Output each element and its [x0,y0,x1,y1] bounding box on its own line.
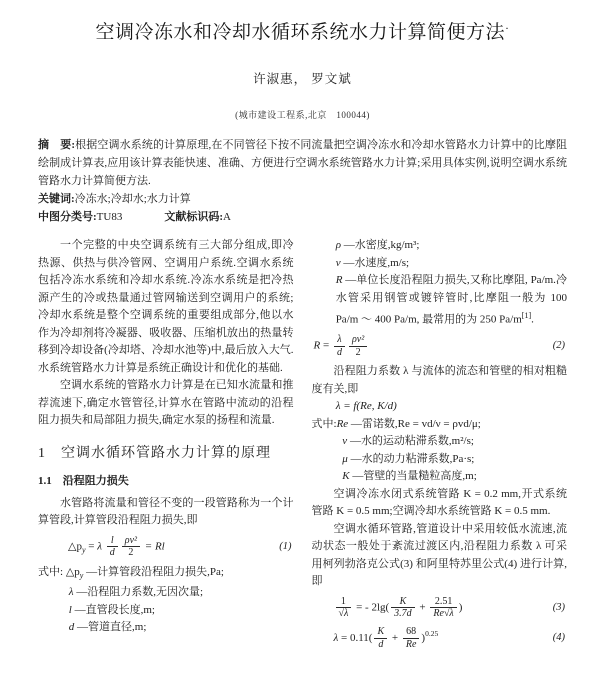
symbol-desc: —管道直径,m; [74,621,147,634]
classification-line [38,208,567,226]
symbol-definition [342,451,567,469]
symbol-definition [336,255,567,273]
symbol: ρ [335,239,341,251]
formula-exponent: 0.25 [425,628,439,638]
symbol: λ [68,586,74,599]
formula-operator: = [85,540,98,553]
symbol-subscript: y [79,570,84,580]
equation-1 [38,535,294,559]
where-label: 式中: [38,565,66,578]
intro-paragraph-1: 一个完整的中央空调系统有三大部分组成,即冷热源、供热与供冷管网、空调用户系统.空调水系统包括冷冻水系统和冷却水系统.冷冻水系统是把冷热源产生的冷或热量通过管网输送到空调用户的系统;冷却水系统是整个空调系统的重要组成部分,他以水作为冷却剂将冷凝器、吸收器、压缩机放出的热量转移到冷却设备(冷却塔、冷却水池等)中,最后放入大气.水系统管路水力计算是系统正确设计和优化的基础. [38,239,294,374]
fraction-numerator: 1 [336,596,352,609]
symbol: R [335,274,343,286]
symbol-desc: —水速度,m/s; [340,256,410,269]
fraction-numerator: 2.51 [430,596,456,609]
section-1-heading: 1 空调水循环管路水力计算的原理 [38,445,271,461]
equation-1-body [38,535,165,559]
symbol: μ [342,452,348,465]
fraction [374,626,387,650]
formula-term: λ [333,631,339,644]
formula-operator: + [389,631,401,644]
formula-term: λ [97,540,105,553]
equation-number: (1) [279,540,292,552]
fraction-numerator: K [374,626,387,639]
symbol: Re [336,417,349,430]
affiliation: (城市建设工程系,北京 100044) [235,110,370,120]
lambda-paragraph: 沿程阻力系数 λ 与流体的流态和管壁的相对粗糙度有关,即 [311,365,567,395]
formula-subscript: y [81,545,86,555]
symbol-desc: —直管段长度,m; [71,603,155,616]
equation-2 [312,334,568,358]
symbol-definition [342,433,567,451]
roughness-values-paragraph: 空调冷冻水闭式系统管路 K = 0.2 mm,开式系统管路 K = 0.5 mm;空调冷却水系统管路 K = 0.5 mm. [311,487,567,518]
symbol-desc: —水密度,kg/m³; [340,239,420,251]
section-1-1-heading: 1.1 沿程阻力损失 [38,475,129,487]
clc-value: TU83 [96,211,123,223]
section-1-1-paragraph: 水管路将流量和管径不变的一段管路称为一个计算管段,计算管段沿程阻力损失,即 [38,496,294,526]
symbol: △p [65,565,80,578]
symbol-desc: —管壁的当量糙粒高度,m; [349,470,477,483]
fraction [336,596,352,620]
fraction-denominator: d [109,547,115,558]
fraction-denominator: Re√λ [433,608,454,620]
fraction-denominator: 2 [128,547,134,558]
fraction-numerator: ρv² [122,535,140,548]
right-column [312,237,568,655]
equation-4-body [312,625,439,650]
abstract-text: 根据空调水系统的计算原理,在不同管径下按不同流量把空调冷冻水和冷却水管路水力计算中的比摩阻绘制成计算表,应用该计算表能快速、准确、方便进行空调水系统管路水力计算;采用具体实例,说明空调水系统管路水力计算简便方法. [38,139,567,187]
fraction-numerator: λ [334,334,345,347]
symbol: v [335,256,341,269]
symbol-desc: —计算管段沿程阻力损失,Pa; [83,565,224,578]
doc-code-label: 文献标识码: [164,211,224,223]
fraction-denominator: √λ [338,608,349,620]
keywords-line [38,190,567,208]
equation-3-body [312,596,463,620]
left-column [38,237,294,655]
formula-term: ) [458,601,463,614]
fraction [403,626,420,650]
authors: 许淑惠， 罗文斌 [253,72,352,86]
fraction [107,535,118,559]
symbol-definition [342,468,567,486]
symbol-desc: —沿程阻力系数,无因次量; [73,586,204,599]
fraction-numerator: ρv² [349,334,367,347]
fraction-numerator: K [391,596,415,609]
fraction [391,596,415,620]
equation-number: (4) [552,631,565,643]
abstract-label: 摘 要: [38,139,76,151]
symbol-desc: —水的运动粘滞系数,m²/s; [347,435,474,448]
symbol-desc: —雷诺数,Re = vd/ν = ρvd/μ; [348,417,481,430]
equation-number: (3) [552,601,565,613]
doc-code-value: A [223,211,231,223]
symbol-definition [336,237,567,255]
keywords-label: 关键词: [38,193,75,205]
symbol: K [342,470,350,483]
symbol: ν [342,435,348,448]
intro-paragraph-2: 空调水系统的管路水力计算是在已知水流量和推荐流速下,确定水管管径,计算水在管路中流动的沿程阻力损失和局部阻力损失,确定水泵的扬程和流量. [38,379,294,426]
fraction [334,334,345,358]
formula-term: R [313,339,321,352]
title-footnote-mark: · [505,21,510,35]
symbol: d [68,621,75,634]
symbol-desc-end: . [531,313,534,326]
abstract-paragraph [38,136,567,190]
symbol-definition [69,619,294,637]
where-line [312,416,568,434]
fraction-denominator: 3.7d [394,608,412,620]
fraction-numerator: l [107,535,118,548]
symbol-desc: —水的动力粘滞系数,Pa·s; [347,452,475,465]
body-columns [38,237,567,655]
abstract-block [38,136,567,226]
equation-3 [312,596,568,620]
symbol-desc: —单位长度沿程阻力损失,又称比摩阻, Pa/m.冷水管采用钢管或镀锌管时,比摩阻一般为 100 Pa/m ～ 400 Pa/m, 最常用的为 250 Pa/m [335,274,567,326]
formula-term: = Rl [142,540,165,553]
equation-4 [312,625,568,650]
citation-superscript: [1] [521,311,532,320]
formula-term: △p [68,540,82,553]
equation-number: (2) [552,340,565,352]
fraction-denominator: d [336,346,342,358]
lambda-function-formula: λ = f(Re, K/d) [335,400,397,413]
where-label: 式中: [311,417,337,430]
symbol-definition-R [336,272,567,329]
formula-term: ) [421,631,426,644]
flow-regime-paragraph: 空调水循环管路,管道设计中采用较低水流速,流动状态一般处于紊流过渡区内,沿程阻力系数 λ 可采用柯列勃洛克公式(3) 和阿里特苏里公式(4) 进行计算,即 [311,522,567,588]
fraction-denominator: d [378,638,384,650]
symbol-definition [69,602,294,620]
fraction-numerator: 68 [403,626,420,639]
paper-title [38,17,567,44]
fraction-denominator: Re [405,638,417,650]
equation-2-body [312,334,370,358]
fraction [122,535,140,559]
fraction-denominator: 2 [355,346,361,358]
formula-operator: = 0.11( [338,631,373,644]
formula-operator: + [416,601,429,614]
paper-title-text: 空调冷冻水和冷却水循环系统水力计算简便方法 [95,22,505,43]
fraction [430,596,456,620]
formula-operator: = [320,339,332,352]
symbol-definition [69,584,294,602]
where-line [38,564,294,585]
formula-operator: = - 2lg( [353,601,390,614]
clc-label: 中图分类号: [38,211,97,223]
fraction [349,334,367,358]
symbol: l [68,603,72,616]
keywords-text: 冷冻水;冷却水;水力计算 [74,193,191,205]
